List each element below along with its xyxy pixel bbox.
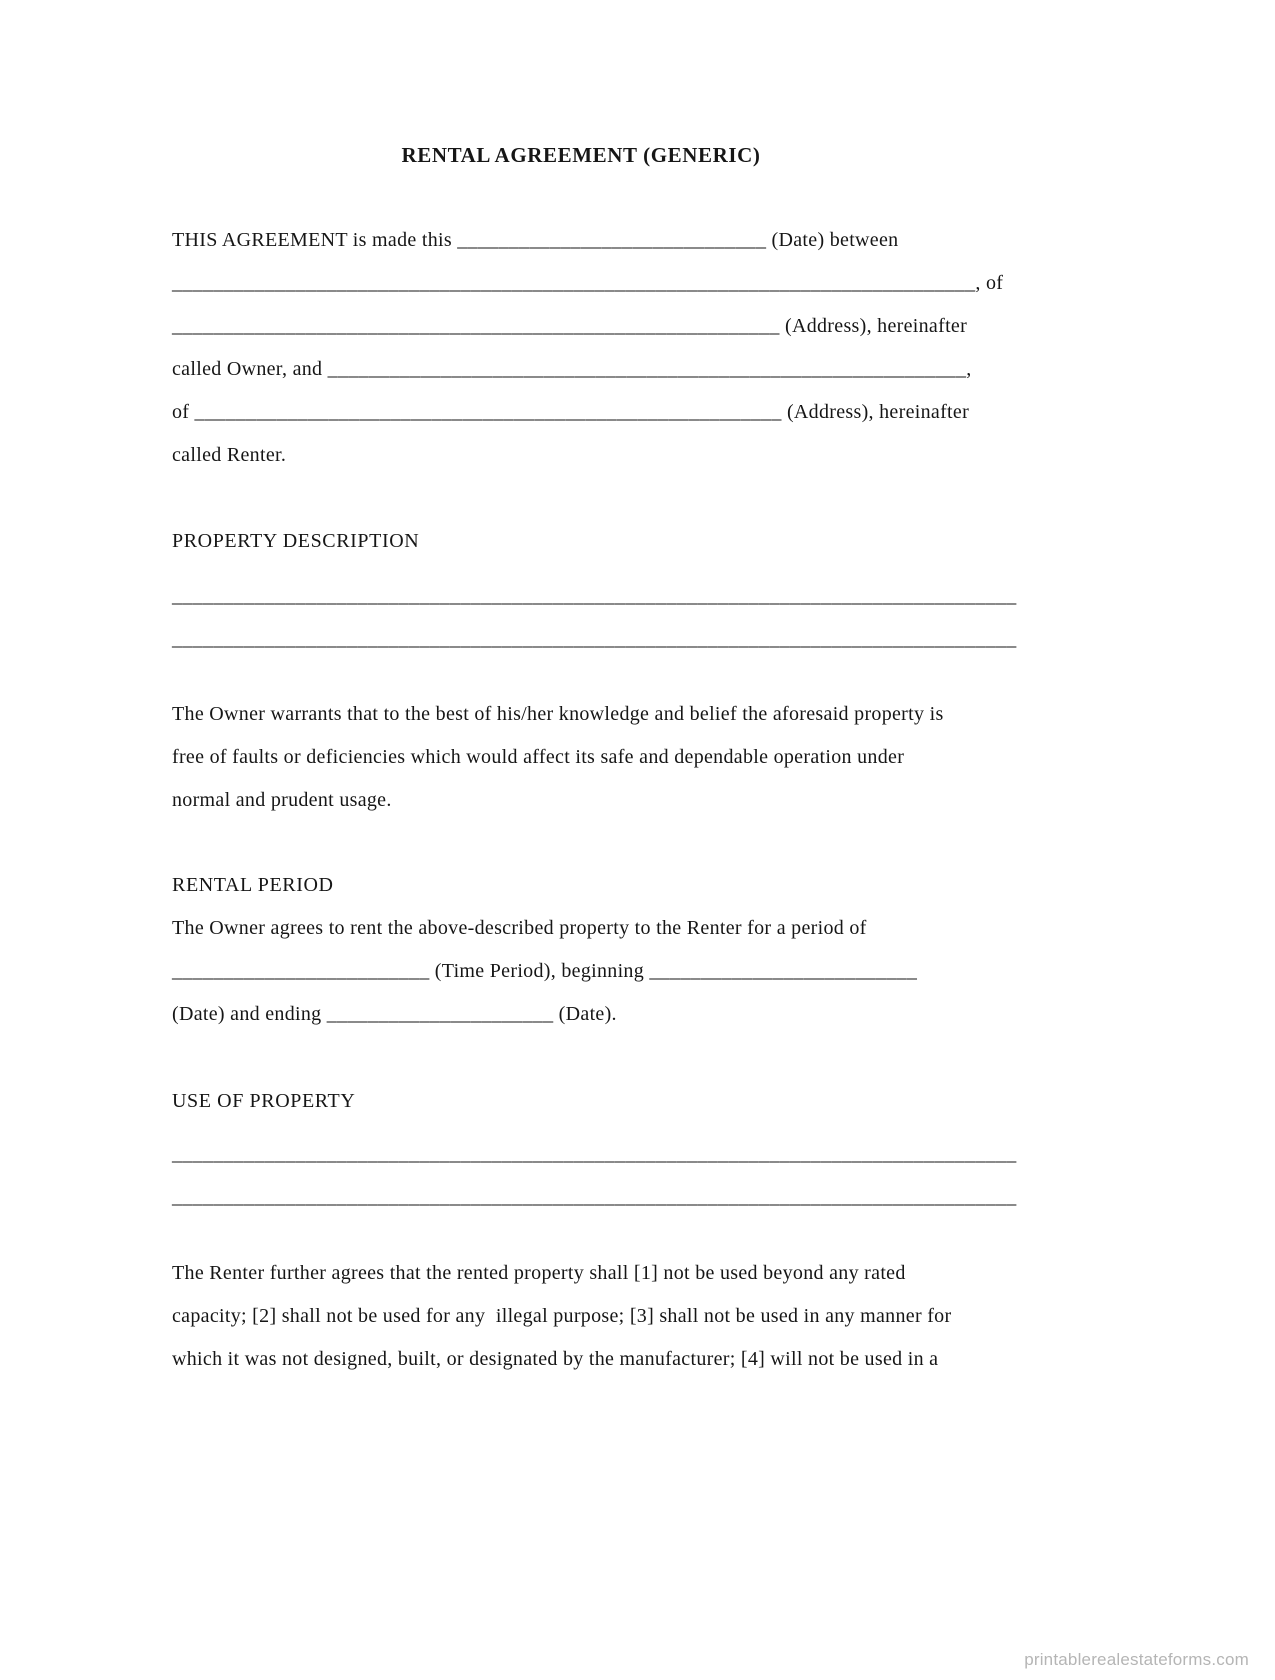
blank-fill-line: __________________________________________________________________________________ (172, 628, 1017, 650)
blank-fill-line: __________________________________________________________________________________ (172, 1143, 1017, 1165)
warranty-paragraph-line: The Owner warrants that to the best of his/her knowledge and belief the aforesaid property is (172, 703, 944, 725)
document-title: RENTAL AGREEMENT (GENERIC) (401, 143, 761, 167)
spacer (172, 1123, 990, 1133)
intro-line: ___________________________________________________________ (Address), hereinafter (172, 315, 968, 337)
spacer (172, 1036, 990, 1080)
rental-period-line: The Owner agrees to rent the above-described property to the Renter for a period of (172, 917, 867, 939)
spacer (172, 563, 990, 575)
section-heading-use-of-property: USE OF PROPERTY (172, 1090, 356, 1112)
section-heading-property-description: PROPERTY DESCRIPTION (172, 530, 420, 552)
warranty-paragraph-line: normal and prudent usage. (172, 789, 392, 811)
spacer (172, 661, 990, 693)
intro-line: ______________________________________________________________________________, of (172, 272, 1004, 294)
spacer (172, 477, 990, 520)
intro-line: of _________________________________________________________ (Address), hereinafter (172, 401, 970, 423)
intro-line: THIS AGREEMENT is made this ______________________________ (Date) between (172, 229, 899, 251)
blank-fill-line: __________________________________________________________________________________ (172, 1186, 1017, 1208)
terms-paragraph-line: The Renter further agrees that the rented property shall [1] not be used beyond any rated (172, 1262, 906, 1284)
rental-period-line: (Date) and ending ______________________ (Date). (172, 1003, 617, 1025)
rental-period-line: _________________________ (Time Period), beginning __________________________ (172, 960, 918, 982)
intro-line: called Owner, and ______________________________________________________________, (172, 358, 972, 380)
warranty-paragraph-line: free of faults or deficiencies which would affect its safe and dependable operation under (172, 746, 905, 768)
document-content (172, 134, 1017, 1381)
terms-paragraph-line: which it was not designed, built, or designated by the manufacturer; [4] will not be used in a (172, 1348, 939, 1370)
spacer (172, 1219, 990, 1252)
spacer (172, 822, 990, 864)
intro-line: called Renter. (172, 444, 287, 466)
watermark: printablerealestateforms.com (1024, 1650, 1249, 1669)
blank-fill-line: __________________________________________________________________________________ (172, 585, 1017, 607)
section-heading-rental-period: RENTAL PERIOD (172, 874, 334, 896)
terms-paragraph-line: capacity; [2] shall not be used for any illegal purpose; [3] shall not be used in any manner for (172, 1305, 952, 1327)
